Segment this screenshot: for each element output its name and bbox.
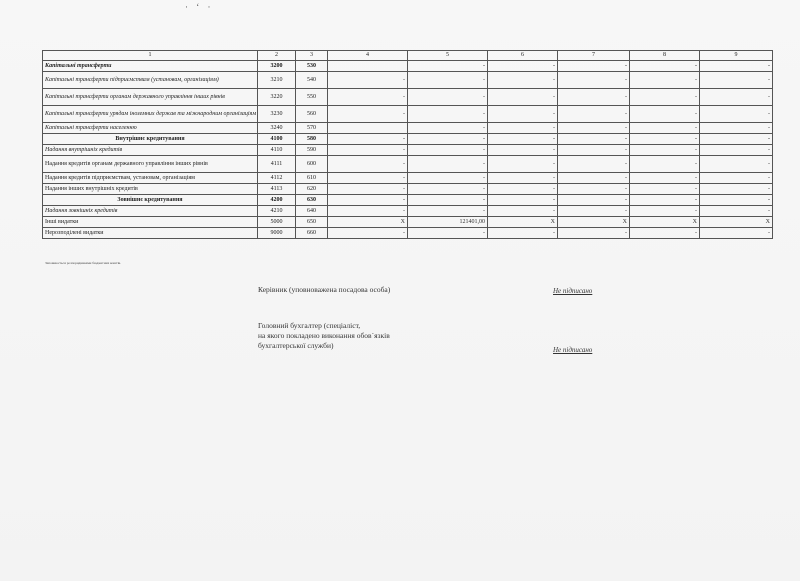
value-cell: - <box>488 184 558 195</box>
value-cell: - <box>328 228 408 239</box>
value-cell: - <box>630 123 700 134</box>
row-name-cell: Капітальні трансферти підприємствам (установам, організаціям) <box>43 72 258 89</box>
kekv-code-cell: 4112 <box>258 173 296 184</box>
table-row <box>43 72 773 89</box>
kekv-code-cell: 3230 <box>258 106 296 123</box>
value-cell: - <box>488 123 558 134</box>
line-code-cell: 560 <box>296 106 328 123</box>
value-cell: - <box>700 156 773 173</box>
value-cell: - <box>558 228 630 239</box>
value-cell: - <box>488 173 558 184</box>
kekv-code-cell: 3210 <box>258 72 296 89</box>
row-name-cell: Капітальні трансферти населенню <box>43 123 258 134</box>
value-cell: - <box>488 106 558 123</box>
value-cell: - <box>408 156 488 173</box>
value-cell: X <box>630 217 700 228</box>
value-cell: - <box>328 134 408 145</box>
value-cell: - <box>630 206 700 217</box>
column-header: 3 <box>296 51 328 61</box>
line-code-cell: 620 <box>296 184 328 195</box>
table-row <box>43 217 773 228</box>
value-cell: - <box>488 89 558 106</box>
table-row <box>43 184 773 195</box>
value-cell: - <box>558 156 630 173</box>
value-cell: - <box>328 72 408 89</box>
column-header: 2 <box>258 51 296 61</box>
value-cell: - <box>700 123 773 134</box>
table-row <box>43 89 773 106</box>
value-cell: - <box>558 123 630 134</box>
value-cell: - <box>630 228 700 239</box>
table-row <box>43 106 773 123</box>
value-cell: X <box>488 217 558 228</box>
value-cell: - <box>700 72 773 89</box>
row-name-cell: Надання зовнішніх кредитів <box>43 206 258 217</box>
head-signature-status: Не підписано <box>553 287 593 295</box>
value-cell: - <box>630 145 700 156</box>
value-cell: - <box>408 134 488 145</box>
line-code-cell: 570 <box>296 123 328 134</box>
line-code-cell: 540 <box>296 72 328 89</box>
value-cell: - <box>630 106 700 123</box>
value-cell: - <box>488 145 558 156</box>
table-row <box>43 123 773 134</box>
column-header: 6 <box>488 51 558 61</box>
row-name-cell: Інші видатки <box>43 217 258 228</box>
row-name-cell: Надання кредитів органам державного управління інших рівнів <box>43 156 258 173</box>
value-cell: - <box>328 156 408 173</box>
value-cell: - <box>408 228 488 239</box>
table-row <box>43 228 773 239</box>
value-cell: - <box>408 173 488 184</box>
value-cell: - <box>328 184 408 195</box>
line-code-cell: 550 <box>296 89 328 106</box>
value-cell: - <box>630 61 700 72</box>
row-name-cell: Капітальні трансферти урядам іноземних держав та міжнародним організаціям <box>43 106 258 123</box>
value-cell: X <box>700 217 773 228</box>
value-cell: - <box>488 61 558 72</box>
table-row <box>43 61 773 72</box>
line-code-cell: 640 <box>296 206 328 217</box>
table-footnote: Заповнюється розпорядниками бюджетних коштів. <box>45 261 122 265</box>
value-cell: - <box>630 89 700 106</box>
value-cell: - <box>630 134 700 145</box>
value-cell: - <box>630 72 700 89</box>
value-cell: - <box>558 89 630 106</box>
line-code-cell: 660 <box>296 228 328 239</box>
table-body <box>43 61 773 239</box>
value-cell: - <box>700 89 773 106</box>
line-code-cell: 610 <box>296 173 328 184</box>
accountant-signature-status: Не підписано <box>553 346 593 354</box>
line-code-cell: 600 <box>296 156 328 173</box>
kekv-code-cell: 4200 <box>258 195 296 206</box>
expenditure-table <box>42 50 773 239</box>
kekv-code-cell: 4110 <box>258 145 296 156</box>
value-cell: - <box>328 195 408 206</box>
value-cell: - <box>408 184 488 195</box>
value-cell: - <box>700 195 773 206</box>
kekv-code-cell: 4111 <box>258 156 296 173</box>
value-cell: - <box>408 72 488 89</box>
value-cell: - <box>328 173 408 184</box>
row-name-cell: Надання кредитів підприємствам, установам, організаціям <box>43 173 258 184</box>
value-cell: - <box>558 106 630 123</box>
row-name-cell: Надання внутрішніх кредитів <box>43 145 258 156</box>
value-cell: - <box>558 61 630 72</box>
line-code-cell: 630 <box>296 195 328 206</box>
table-row <box>43 145 773 156</box>
value-cell: - <box>700 173 773 184</box>
table-row <box>43 156 773 173</box>
value-cell: - <box>700 206 773 217</box>
column-header: 1 <box>43 51 258 61</box>
value-cell: - <box>408 195 488 206</box>
kekv-code-cell: 3220 <box>258 89 296 106</box>
value-cell: - <box>558 145 630 156</box>
value-cell: - <box>488 206 558 217</box>
line-code-cell: 580 <box>296 134 328 145</box>
value-cell: X <box>558 217 630 228</box>
kekv-code-cell: 4113 <box>258 184 296 195</box>
row-name-cell: Внутрішнє кредитування <box>43 134 258 145</box>
value-cell: - <box>488 72 558 89</box>
value-cell: - <box>630 156 700 173</box>
value-cell: - <box>488 195 558 206</box>
value-cell: - <box>328 106 408 123</box>
value-cell: - <box>558 195 630 206</box>
kekv-code-cell: 4210 <box>258 206 296 217</box>
value-cell: - <box>700 228 773 239</box>
value-cell: - <box>700 184 773 195</box>
value-cell: - <box>408 61 488 72</box>
kekv-code-cell: 3200 <box>258 61 296 72</box>
kekv-code-cell: 3240 <box>258 123 296 134</box>
value-cell: - <box>408 206 488 217</box>
value-cell: - <box>328 206 408 217</box>
value-cell: - <box>408 89 488 106</box>
column-header: 7 <box>558 51 630 61</box>
value-cell: - <box>558 72 630 89</box>
row-name-cell: Капітальні трансферти <box>43 61 258 72</box>
column-header: 5 <box>408 51 488 61</box>
value-cell: - <box>558 173 630 184</box>
value-cell: - <box>408 106 488 123</box>
accountant-label-line1: Головний бухгалтер (спеціаліст, <box>258 321 361 330</box>
table-row <box>43 206 773 217</box>
value-cell: - <box>630 173 700 184</box>
kekv-code-cell: 4100 <box>258 134 296 145</box>
value-cell: - <box>558 134 630 145</box>
value-cell <box>328 123 408 134</box>
value-cell: - <box>630 184 700 195</box>
value-cell: - <box>488 156 558 173</box>
table-header-row <box>43 51 773 61</box>
row-name-cell: Зовнішнє кредитування <box>43 195 258 206</box>
value-cell: X <box>328 217 408 228</box>
value-cell: - <box>700 61 773 72</box>
line-code-cell: 650 <box>296 217 328 228</box>
value-cell: - <box>558 206 630 217</box>
column-header: 4 <box>328 51 408 61</box>
value-cell: - <box>408 145 488 156</box>
value-cell: - <box>488 228 558 239</box>
value-cell: - <box>328 89 408 106</box>
accountant-label-line2: на якого покладено виконання обов`язків <box>258 331 390 340</box>
column-header: 8 <box>630 51 700 61</box>
table-row <box>43 173 773 184</box>
accountant-label-line3: бухгалтерської служби) <box>258 341 334 350</box>
value-cell: 121401,00 <box>408 217 488 228</box>
column-header: 9 <box>700 51 773 61</box>
value-cell: - <box>558 184 630 195</box>
value-cell: - <box>488 134 558 145</box>
row-name-cell: Надання інших внутрішніх кредитів <box>43 184 258 195</box>
kekv-code-cell: 9000 <box>258 228 296 239</box>
line-code-cell: 530 <box>296 61 328 72</box>
row-name-cell: Нерозподілені видатки <box>43 228 258 239</box>
table-row <box>43 195 773 206</box>
value-cell: - <box>328 145 408 156</box>
value-cell: - <box>700 145 773 156</box>
value-cell <box>328 61 408 72</box>
scan-specks: · ‘ · <box>185 2 214 12</box>
value-cell: - <box>630 195 700 206</box>
value-cell: - <box>700 134 773 145</box>
table-row <box>43 134 773 145</box>
value-cell: - <box>408 123 488 134</box>
kekv-code-cell: 5000 <box>258 217 296 228</box>
head-signature-label: Керівник (уповноважена посадова особа) <box>258 285 391 294</box>
line-code-cell: 590 <box>296 145 328 156</box>
row-name-cell: Капітальні трансферти органам державного управління інших рівнів <box>43 89 258 106</box>
value-cell: - <box>700 106 773 123</box>
